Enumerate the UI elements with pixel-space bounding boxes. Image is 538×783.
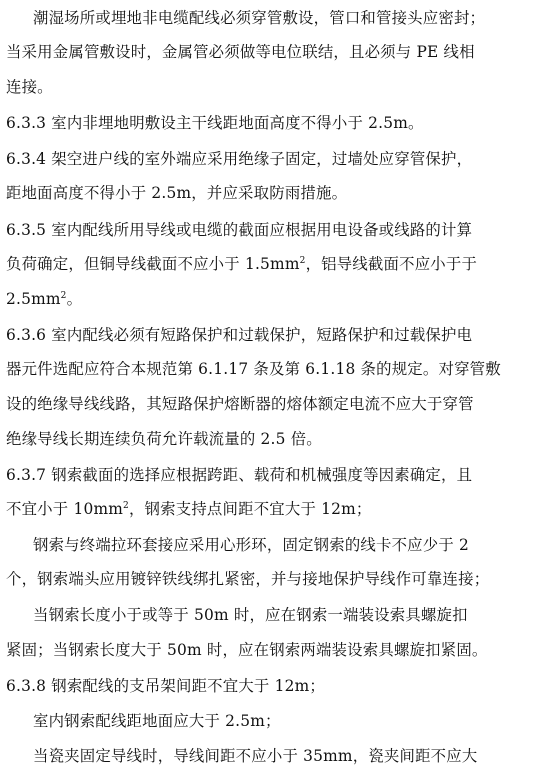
line-text: 当瓷夹固定导线时，导线间距不应小于 35mm，瓷夹间距不应大 xyxy=(33,747,478,765)
text-line xyxy=(33,711,281,731)
line-text: 紧固；当钢索长度大于 50m 时，应在钢索两端装设索具螺旋扣紧固。 xyxy=(6,641,488,659)
text-line xyxy=(6,640,488,660)
text-line xyxy=(6,183,347,203)
line-text: 钢索与终端拉环套接应采用心形环，固定钢索的线卡不应少于 2 xyxy=(33,536,470,554)
text-line xyxy=(6,289,82,309)
text-line xyxy=(6,77,53,97)
line-text: 绝缘导线长期连续负荷允许载流量的 2.5 倍。 xyxy=(6,430,322,448)
text-line xyxy=(6,359,501,379)
text-line xyxy=(6,676,325,696)
text-line xyxy=(33,535,469,555)
line-text: 负荷确定，但铜导线截面不应小于 1.5mm xyxy=(6,255,300,273)
line-text: ，钢索支持点间距不宜大于 12m； xyxy=(128,500,372,518)
text-line xyxy=(33,8,485,28)
line-text: 。 xyxy=(66,290,83,308)
line-text: 2.5mm xyxy=(6,290,61,308)
line-text: 个，钢索端头应用镀锌铁线绑扎紧密，并与接地保护导线作可靠连接； xyxy=(6,570,490,588)
text-line xyxy=(6,465,472,485)
text-line xyxy=(6,325,472,345)
superscript: 2 xyxy=(123,500,129,511)
line-text: 室内钢索配线距地面应大于 2.5m； xyxy=(33,712,281,730)
line-text: 连接。 xyxy=(6,78,53,96)
line-text: ，铝导线截面不应小于于 xyxy=(305,255,478,273)
line-text: 当钢索长度小于或等于 50m 时，应在钢索一端装设索具螺旋扣 xyxy=(33,606,468,624)
text-line xyxy=(6,429,322,449)
text-line xyxy=(6,499,372,519)
text-line xyxy=(6,149,472,169)
superscript: 2 xyxy=(299,255,306,266)
text-line xyxy=(33,605,468,625)
text-line xyxy=(6,569,489,589)
text-line xyxy=(6,42,475,62)
line-text: 6.3.3 室内非埋地明敷设主干线距地面高度不得小于 2.5m。 xyxy=(6,114,424,132)
line-text: 不宜小于 10mm xyxy=(6,500,124,518)
line-text: 6.3.4 架空进户线的室外端应采用绝缘子固定，过墙处应穿管保护， xyxy=(6,150,473,168)
text-line xyxy=(6,220,472,240)
text-line xyxy=(6,113,424,133)
text-line xyxy=(6,394,474,414)
text-line xyxy=(6,254,477,274)
text-line xyxy=(33,746,477,766)
line-text: 当采用金属管敷设时，金属管必须做等电位联结，且必须与 PE 线相 xyxy=(6,43,475,61)
line-text: 潮湿场所或埋地非电缆配线必须穿管敷设，管口和管接头应密封； xyxy=(33,9,486,27)
superscript: 2 xyxy=(60,290,67,301)
line-text: 设的绝缘导线线路，其短路保护熔断器的熔体额定电流不应大于穿管 xyxy=(6,395,474,413)
line-text: 6.3.5 室内配线所用导线或电缆的截面应根据用电设备或线路的计算 xyxy=(6,221,473,239)
line-text: 距地面高度不得小于 2.5m，并应采取防雨措施。 xyxy=(6,184,348,202)
line-text: 6.3.8 钢索配线的支吊架间距不宜大于 12m； xyxy=(6,677,325,695)
line-text: 6.3.6 室内配线必须有短路保护和过载保护，短路保护和过载保护电 xyxy=(6,326,473,344)
line-text: 器元件选配应符合本规范第 6.1.17 条及第 6.1.18 条的规定。对穿管敷 xyxy=(6,360,501,378)
line-text: 6.3.7 钢索截面的选择应根据跨距、载荷和机械强度等因素确定，且 xyxy=(6,466,473,484)
